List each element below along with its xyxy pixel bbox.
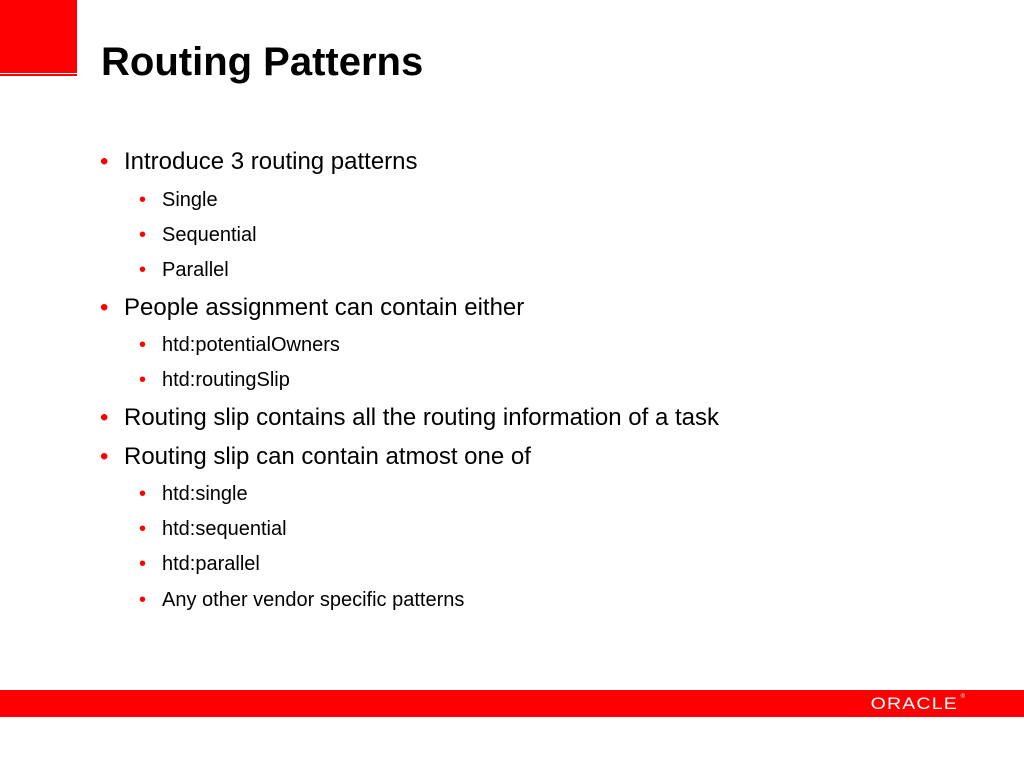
bullet-item-people-assignment <box>100 294 524 322</box>
bullet-text: Any other vendor specific patterns <box>162 589 465 611</box>
bullet-marker: • <box>100 443 109 470</box>
bullet-marker: • <box>100 404 109 431</box>
sub-bullet-item-single <box>139 188 218 212</box>
bullet-marker: • <box>100 148 109 175</box>
bullet-item-routing-info <box>100 404 719 432</box>
slide-title: Routing Patterns <box>101 40 424 84</box>
bullet-marker: • <box>139 259 147 281</box>
sub-bullet-item-sequential <box>139 223 257 247</box>
registered-mark: ® <box>960 694 965 700</box>
bullet-text: Introduce 3 routing patterns <box>124 148 418 175</box>
sub-bullet-item-potential-owners <box>139 333 340 357</box>
sub-bullet-item-htd-parallel <box>139 552 260 576</box>
oracle-logo: ORACLE <box>870 694 958 713</box>
bullet-item-atmost-one <box>100 443 531 471</box>
bullet-text: htd:potentialOwners <box>162 334 340 356</box>
bullet-text: People assignment can contain either <box>124 294 525 321</box>
bullet-marker: • <box>139 334 147 356</box>
sub-bullet-item-vendor-patterns <box>139 588 464 612</box>
bullet-marker: • <box>139 589 147 611</box>
bullet-text: htd:single <box>162 483 248 505</box>
bullet-marker: • <box>100 294 109 321</box>
bullet-text: Parallel <box>162 259 229 281</box>
bullet-item-intro <box>100 148 418 176</box>
bullet-marker: • <box>139 483 147 505</box>
bullet-text: htd:parallel <box>162 553 260 575</box>
bullet-text: Routing slip can contain atmost one of <box>124 443 531 470</box>
footer-bar <box>0 690 1024 717</box>
bullet-marker: • <box>139 224 147 246</box>
bullet-text: Routing slip contains all the routing information of a task <box>124 404 719 431</box>
sub-bullet-item-routing-slip <box>139 368 290 392</box>
bullet-marker: • <box>139 189 147 211</box>
sub-bullet-item-htd-single <box>139 482 248 506</box>
bullet-marker: • <box>139 369 147 391</box>
bullet-text: Sequential <box>162 224 257 246</box>
bullet-text: Single <box>162 189 218 211</box>
bullet-marker: • <box>139 518 147 540</box>
bullet-marker: • <box>139 553 147 575</box>
sub-bullet-item-htd-sequential <box>139 517 287 541</box>
bullet-text: htd:sequential <box>162 518 287 540</box>
bullet-text: htd:routingSlip <box>162 369 290 391</box>
sub-bullet-item-parallel <box>139 258 229 282</box>
